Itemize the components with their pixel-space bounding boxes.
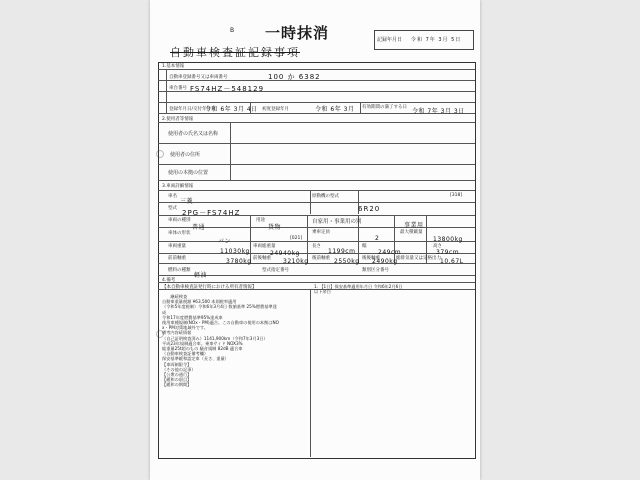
private-value: 事業用 bbox=[404, 222, 424, 229]
displacement-label: 総排気量又は定格出力 bbox=[396, 256, 441, 261]
fuel-label: 燃料の種類 bbox=[168, 268, 191, 273]
body-label: 車体の形状 bbox=[168, 231, 191, 236]
model-value: 2PG－FS74HZ bbox=[182, 209, 241, 217]
gross-label: 車両総重量 bbox=[253, 244, 276, 249]
rear2-axle-value: 2490kg bbox=[372, 258, 398, 265]
expiry-value: 令和 7年 3月 3日 bbox=[412, 108, 465, 115]
maker-value: 三菱 bbox=[180, 198, 194, 205]
width-label: 幅 bbox=[362, 244, 367, 249]
chassis-value: FS74HZ－548129 bbox=[190, 85, 265, 93]
kind-value: 普通 bbox=[192, 224, 206, 231]
expiry-label: 有効期間の満了する日 bbox=[362, 105, 407, 110]
record-date-label: 記録年月日 bbox=[377, 37, 403, 43]
length-value: 1199cm bbox=[328, 248, 356, 255]
weight-value: 11030kg bbox=[220, 248, 250, 255]
use-label: 用途 bbox=[256, 218, 265, 223]
document-subtitle: 自動車検査証記録事項 bbox=[170, 46, 300, 59]
base-location-label: 使用の本拠の位置 bbox=[168, 170, 209, 176]
capacity-label: 乗車定員 bbox=[312, 230, 330, 235]
front-axle-label: 前前軸重 bbox=[168, 256, 186, 261]
section3-heading: 3.車両詳細情報 bbox=[162, 184, 194, 189]
front2-axle-value: 3210kg bbox=[283, 258, 309, 265]
maxload-label: 最大積載量 bbox=[400, 230, 423, 235]
record-date-value: 令和 7年 3月 5日 bbox=[411, 37, 462, 43]
fuel-value: 軽油 bbox=[194, 272, 208, 279]
height-label: 高さ bbox=[433, 244, 442, 249]
remarks-text: 継続検査 自動車重量税額 ¥63,500 本則税率適用 （令和5年度税制）令和6年3月4日 数値基準 25%燃費基準達 成 令和17年度燃費基準95%達成車 使用車種規制(NOx・PM)適合。この自動車の使用の本拠はNO x・PM対策地域外です。 備考内容続情報 （自己証明検査済み）1141,900km（令和7年3月3日） 平成23年規制適合車。乗車サイド NOX3% 総重量25t超のもの 騒音規制 82dB 適合車 （自動車検査証備考欄） 保安基準緩和認定車（長さ、重量） 【車両制限令】 （その他の記事） 【公衆の通行】 【緩和の項目】 【緩和の期間】 bbox=[162, 294, 279, 388]
section2-heading: 2.使用者等情報 bbox=[162, 117, 194, 122]
capacity-value: 2 bbox=[375, 235, 380, 242]
height-value: 379cm bbox=[436, 249, 460, 256]
maker-label: 車名 bbox=[168, 194, 177, 199]
engine-value: 6R20 bbox=[358, 205, 381, 213]
rear2-axle-label: 後後軸重 bbox=[362, 256, 380, 261]
section1-heading: 1.基本情報 bbox=[162, 64, 185, 69]
rear-axle-label: 後前軸重 bbox=[312, 256, 330, 261]
displacement-value: 10.67L bbox=[440, 258, 464, 265]
engine-label: 原動機の型式 bbox=[312, 194, 339, 199]
reg-number-value: 100 か 6382 bbox=[268, 73, 321, 81]
width-value: 249cm bbox=[378, 249, 402, 256]
rear-axle-value: 2550kg bbox=[334, 258, 360, 265]
first-reg2-value: 令和 6年 3月 bbox=[315, 106, 355, 113]
title-mark: B bbox=[230, 27, 235, 34]
user-address-label: 使用者の住所 bbox=[170, 152, 201, 158]
user-name-label: 使用者の氏名又は名称 bbox=[168, 131, 219, 137]
weight-label: 車両重量 bbox=[168, 244, 186, 249]
first-reg2-label: 初度登録年月 bbox=[262, 107, 289, 112]
body-value: バン bbox=[218, 238, 232, 245]
first-reg-value: 令和 6年 3月 4日 bbox=[205, 106, 258, 113]
kind-label: 車両の種別 bbox=[168, 218, 191, 223]
body-code: [021] bbox=[290, 236, 303, 241]
class-number-label: 類別区分番号 bbox=[362, 268, 389, 273]
front-axle-value: 3780kg bbox=[226, 258, 252, 265]
page-title: 一時抹消 bbox=[265, 24, 330, 42]
chassis-label: 車台番号 bbox=[169, 86, 187, 91]
front2-axle-label: 前後軸重 bbox=[253, 256, 271, 261]
first-reg-label: 登録年月日/交付年月日 bbox=[169, 107, 216, 112]
cert-number-label: 型式指定番号 bbox=[262, 268, 289, 273]
length-label: 長さ bbox=[312, 244, 321, 249]
owner-info-heading: 【本自動車検査証発行時における所有者情報】 bbox=[162, 285, 257, 290]
record-date-box bbox=[374, 30, 474, 50]
document-page bbox=[150, 0, 480, 480]
right-remarks-text: 1. 【1日】保安基準適用年月日 令和6年2月6日 以下余白 bbox=[314, 284, 403, 295]
use-value: 貨物 bbox=[268, 224, 282, 231]
vehicle-code: [318] bbox=[450, 193, 463, 198]
maxload-value: 13800kg bbox=[433, 236, 463, 243]
gross-value: 24940kg bbox=[270, 250, 300, 257]
section4-heading: 4.備考 bbox=[162, 278, 176, 283]
reg-number-label: 自動車登録番号又は車両番号 bbox=[169, 75, 228, 80]
model-label: 型式 bbox=[168, 206, 177, 211]
private-label: 自家用・事業用の別 bbox=[312, 219, 362, 225]
